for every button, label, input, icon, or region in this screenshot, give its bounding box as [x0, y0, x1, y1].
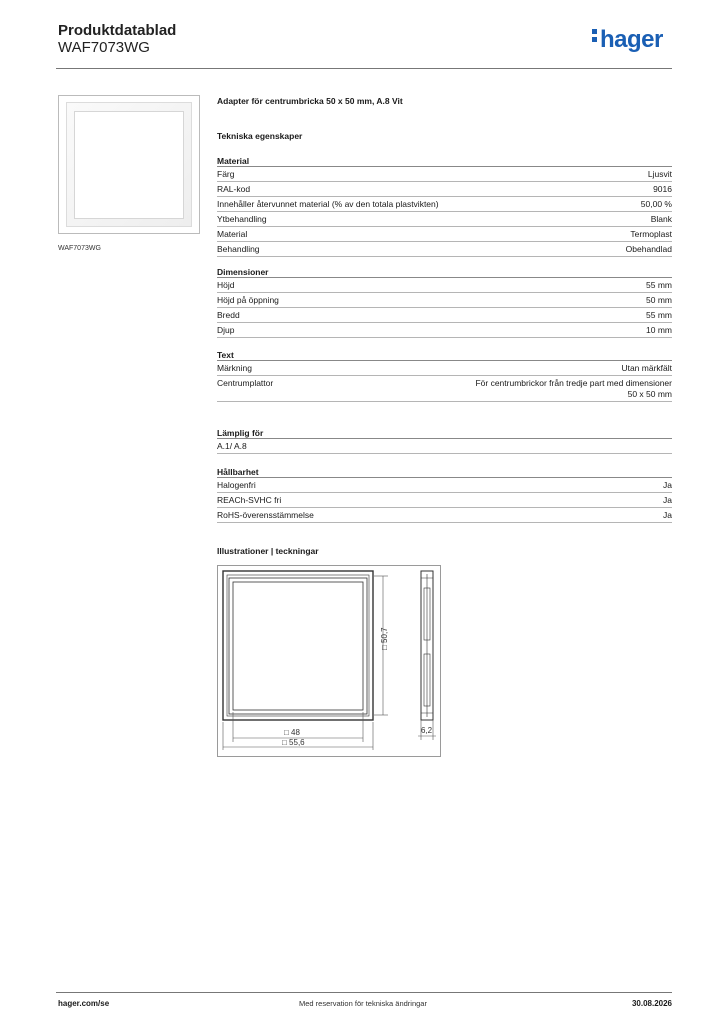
row-value: Ja [663, 480, 672, 490]
row-value: Obehandlad [625, 244, 672, 254]
technical-drawing [217, 565, 441, 757]
row-label: Behandling [217, 244, 260, 254]
product-image [58, 95, 200, 234]
row-label: Ytbehandling [217, 214, 267, 224]
row-value: 10 mm [646, 325, 672, 335]
table-row [217, 167, 672, 182]
row-label: RoHS-överensstämmelse [217, 510, 314, 520]
section-title: Dimensioner [217, 266, 672, 278]
table-row [217, 478, 672, 493]
inner-width-label: □ 48 [284, 728, 300, 737]
section-title: Text [217, 349, 672, 361]
section-lamplig [217, 427, 672, 454]
row-value: 55 mm [646, 310, 672, 320]
row-label: Halogenfri [217, 480, 256, 490]
row-value: För centrumbrickor från tredje part med dimensioner 50 x 50 mm [475, 378, 672, 399]
depth-label: 6,2 [421, 726, 433, 735]
table-row [217, 242, 672, 257]
section-text [217, 349, 672, 402]
frame-inner [74, 111, 184, 219]
row-label: Färg [217, 169, 235, 179]
outer-width-label: □ 55,6 [282, 738, 305, 747]
row-value: 55 mm [646, 280, 672, 290]
row-value: Ja [663, 510, 672, 520]
row-value: 50,00 % [640, 199, 672, 209]
row-value: Termoplast [630, 229, 672, 239]
row-label: Höjd [217, 280, 235, 290]
footer-website: hager.com/se [58, 999, 110, 1008]
article-number: WAF7073WG [58, 39, 150, 56]
row-label: A.1/ A.8 [217, 441, 247, 451]
logo-text: hager [600, 26, 663, 53]
logo-dots-icon [592, 26, 598, 45]
drawing-svg [218, 566, 442, 758]
illustrations-heading: Illustrationer | teckningar [217, 546, 319, 556]
height-label: □ 50,7 [380, 627, 389, 650]
section-title: Lämplig för [217, 427, 672, 439]
row-value: 50 mm [646, 295, 672, 305]
section-title: Material [217, 155, 672, 167]
row-label: Bredd [217, 310, 240, 320]
table-row [217, 197, 672, 212]
hager-logo [592, 28, 663, 52]
frame-outer [66, 102, 192, 227]
row-label: Djup [217, 325, 235, 335]
table-row [217, 182, 672, 197]
document-title: Produktdatablad [58, 22, 177, 39]
footer-notice: Med reservation för tekniska ändringar [299, 999, 427, 1008]
footer-divider [56, 992, 672, 993]
row-label: Material [217, 229, 248, 239]
tech-heading: Tekniska egenskaper [217, 131, 303, 141]
row-label: Höjd på öppning [217, 295, 279, 305]
table-row [217, 212, 672, 227]
table-row [217, 493, 672, 508]
row-value: Ljusvit [647, 169, 672, 179]
table-row [217, 508, 672, 523]
table-row [217, 278, 672, 293]
table-row [217, 227, 672, 242]
table-row [217, 323, 672, 338]
section-material [217, 155, 672, 257]
section-hallbarhet [217, 466, 672, 523]
footer-date: 30.08.2026 [631, 999, 672, 1008]
table-row [217, 376, 672, 402]
row-label: REACh-SVHC fri [217, 495, 282, 505]
table-row [217, 361, 672, 376]
table-row [217, 439, 672, 454]
product-name: Adapter för centrumbricka 50 x 50 mm, A.8 Vit [217, 96, 403, 106]
table-row [217, 308, 672, 323]
row-label: Centrumplattor [217, 378, 274, 388]
side-view [421, 571, 433, 720]
image-caption: WAF7073WG [58, 245, 101, 252]
row-label: Innehåller återvunnet material (% av den totala plastvikten) [217, 199, 439, 209]
section-title: Hållbarhet [217, 466, 672, 478]
front-view [223, 571, 373, 720]
row-label: Märkning [217, 363, 252, 373]
row-value: Utan märkfält [621, 363, 672, 373]
section-dimensioner [217, 266, 672, 338]
header-divider [56, 68, 672, 69]
row-value: Blank [650, 214, 672, 224]
table-row [217, 293, 672, 308]
row-value: Ja [663, 495, 672, 505]
row-label: RAL-kod [217, 184, 251, 194]
row-value: 9016 [653, 184, 672, 194]
